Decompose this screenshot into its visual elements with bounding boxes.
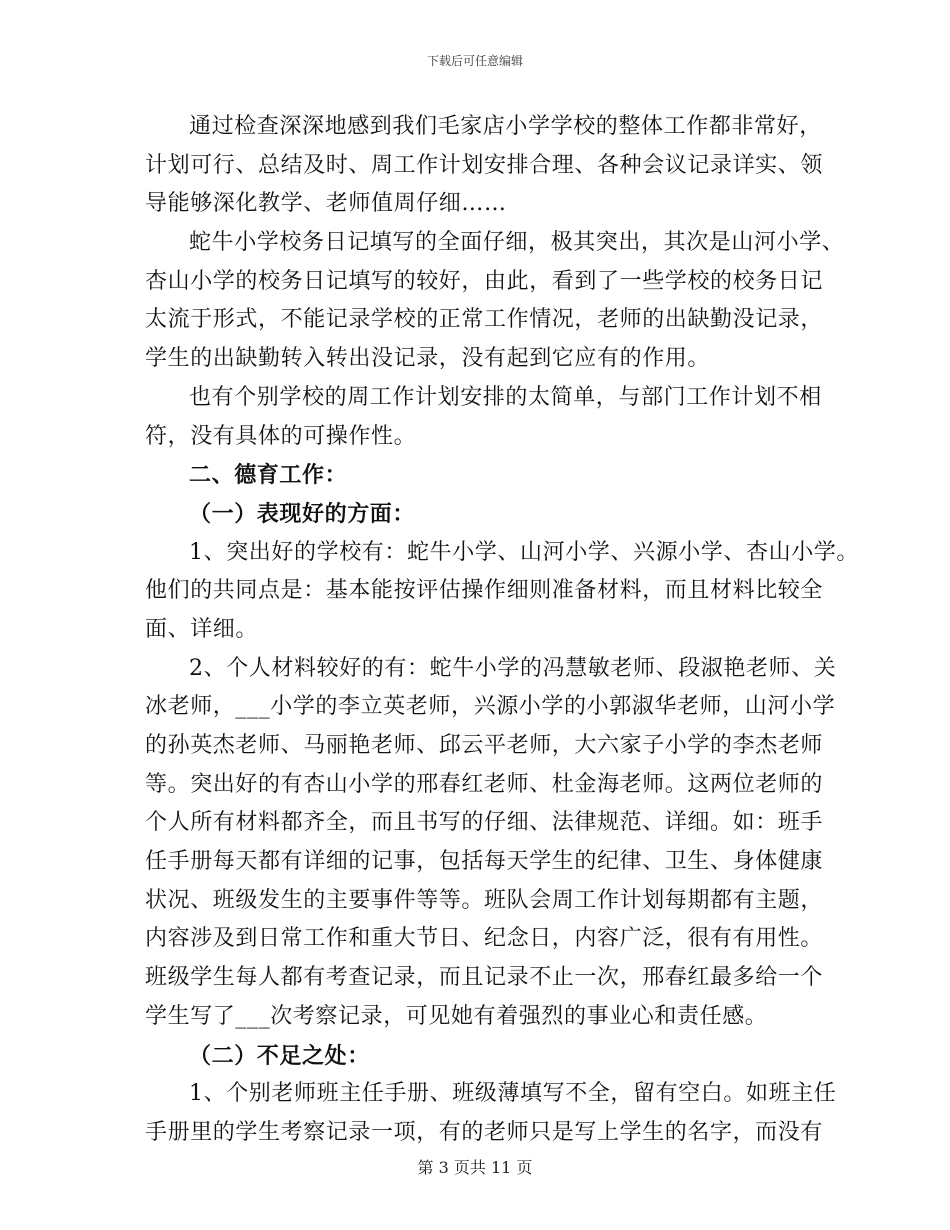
document-body [145, 108, 859, 1153]
paragraph-line: 手册里的学生考察记录一项，有的老师只是写上学生的名字，而没有 [145, 1119, 824, 1145]
paragraph-line: 蛇牛小学校务日记填写的全面仔细，极其突出，其次是山河小学、 [189, 230, 845, 256]
section-heading: 二、德育工作： [189, 462, 348, 489]
paragraph-line: 也有个别学校的周工作计划安排的太简单，与部门工作计划不相 [189, 384, 822, 410]
subsection-heading: （二）不足之处： [189, 1042, 370, 1069]
paragraph-line: 1、个别老师班主任手册、班级薄填写不全，留有空白。如班主任 [189, 1081, 837, 1107]
paragraph-line: 班级学生每人都有考查记录，而且记录不止一次，邢春红最多给一个 [145, 965, 824, 991]
subsection-heading: （一）表现好的方面： [189, 500, 416, 527]
paragraph-line: 冰老师，___小学的李立英老师，兴源小学的小郭淑华老师，山河小学 [145, 694, 836, 720]
paragraph-line: 符，没有具体的可操作性。 [145, 423, 417, 449]
paragraph-line: 学生的出缺勤转入转出没记录，没有起到它应有的作用。 [145, 346, 711, 372]
page-footer: 第 3 页共 11 页 [417, 1158, 533, 1177]
paragraph-line: 任手册每天都有详细的记事，包括每天学生的纪律、卫生、身体健康 [145, 849, 824, 875]
paragraph-line: 他们的共同点是：基本能按评估操作细则准备材料，而且材料比较全 [145, 578, 824, 604]
paragraph-line: 的孙英杰老师、马丽艳老师、邱云平老师，大六家子小学的李杰老师 [145, 733, 824, 758]
paragraph-line: 通过检查深深地感到我们毛家店小学学校的整体工作都非常好， [189, 114, 822, 139]
paragraph-line: 2、个人材料较好的有：蛇牛小学的冯慧敏老师、段淑艳老师、关 [189, 655, 837, 681]
paragraph-line: 等。突出好的有杏山小学的邢春红老师、杜金海老师。这两位老师的 [145, 771, 824, 797]
page-header: 下载后可任意编辑 [426, 54, 523, 68]
paragraph-line: 状况、班级发生的主要事件等等。班队会周工作计划每期都有主题， [145, 887, 824, 913]
paragraph-line: 导能够深化教学、老师值周仔细…… [145, 191, 507, 217]
paragraph-line: 杏山小学的校务日记填写的较好，由此，看到了一些学校的校务日记 [145, 268, 824, 294]
paragraph-line: 计划可行、总结及时、周工作计划安排合理、各种会议记录详实、领 [145, 152, 824, 178]
paragraph-line: 个人所有材料都齐全，而且书写的仔细、法律规范、详细。如：班手 [145, 810, 824, 836]
paragraph-line: 学生写了___次考察记录，可见她有着强烈的事业心和责任感。 [145, 1003, 768, 1029]
paragraph-line: 太流于形式，不能记录学校的正常工作情况，老师的出缺勤没记录， [145, 307, 824, 333]
paragraph-line: 1、突出好的学校有：蛇牛小学、山河小学、兴源小学、杏山小学。 [189, 539, 859, 565]
paragraph-line: 面、详细。 [145, 616, 259, 642]
paragraph-line: 内容涉及到日常工作和重大节日、纪念日，内容广泛，很有有用性。 [145, 926, 824, 952]
